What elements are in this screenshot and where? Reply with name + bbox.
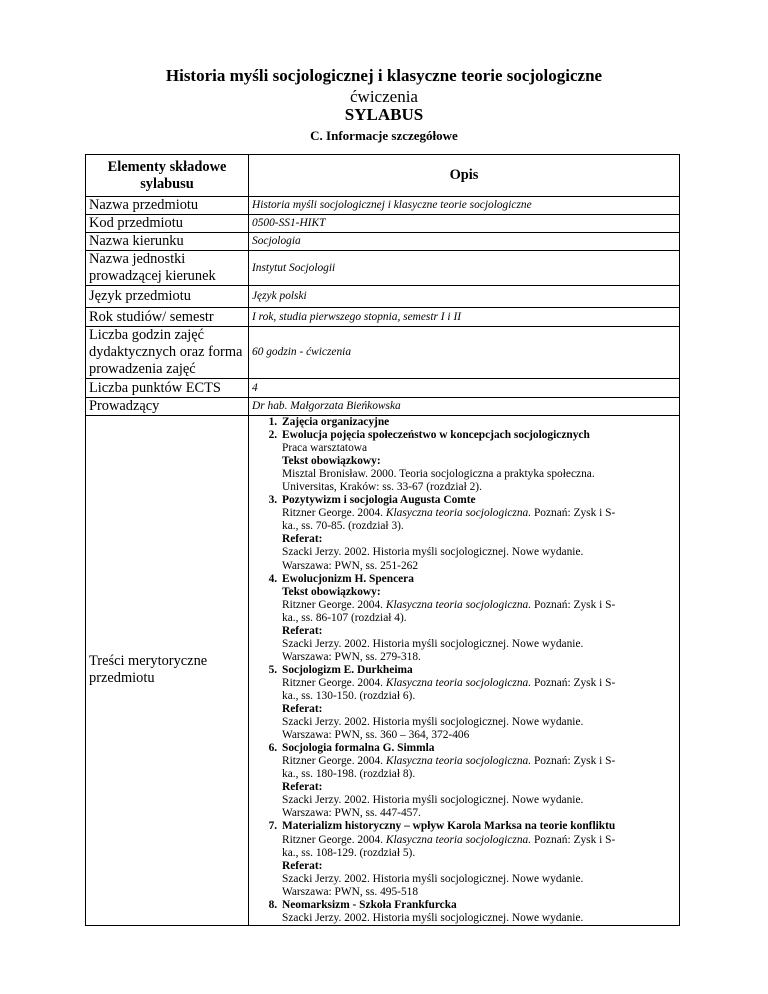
table-row xyxy=(86,197,680,215)
table-row xyxy=(86,251,680,286)
report-label: Referat: xyxy=(282,859,323,872)
reference-line: ka., ss. 86-107 (rozdział 4). xyxy=(282,611,407,624)
table-header-row xyxy=(86,155,680,197)
reference-line: Szacki Jerzy. 2002. Historia myśli socjologicznej. Nowe wydanie. xyxy=(282,546,584,559)
row-value: I rok, studia pierwszego stopnia, semestr I i II xyxy=(249,308,680,327)
row-value: Historia myśli socjologicznej i klasyczne teorie socjologiczne xyxy=(249,197,680,215)
topic-title: 3. Pozytywizm i socjologia Augusta Comte xyxy=(282,494,476,507)
col2-header: Opis xyxy=(249,155,680,197)
topics-cell xyxy=(249,416,680,926)
reference-line: Universitas, Kraków: ss. 33-67 (rozdział 2). xyxy=(282,481,482,494)
reference-line: Ritzner George. 2004. Klasyczna teoria socjologiczna. Poznań: Zysk i S- xyxy=(282,676,616,689)
topics-list xyxy=(252,416,676,925)
topic-title: 8. Neomarksizm - Szkoła Frankfurcka xyxy=(282,898,457,911)
topic-item xyxy=(280,429,676,494)
reference-line: Ritzner George. 2004. Klasyczna teoria socjologiczna. Poznań: Zysk i S- xyxy=(282,755,616,768)
reference-line: Szacki Jerzy. 2002. Historia myśli socjologicznej. Nowe wydanie. xyxy=(282,794,584,807)
table-row xyxy=(86,379,680,398)
reference-line: ka., ss. 180-198. (rozdział 8). xyxy=(282,768,416,781)
topic-item xyxy=(280,820,676,898)
reference-line: ka., ss. 130-150. (rozdział 6). xyxy=(282,689,416,702)
reference-line: Warszawa: PWN, ss. 447-457. xyxy=(282,807,421,820)
syllabus-table xyxy=(85,154,680,926)
reference-line: Szacki Jerzy. 2002. Historia myśli socjologicznej. Nowe wydanie. xyxy=(282,637,584,650)
topic-title: 7. Materializm historyczny – wpływ Karola Marksa na teorie konfliktu xyxy=(282,820,616,833)
topic-title: 4. Ewolucjonizm H. Spencera xyxy=(282,572,414,585)
reference-line: Warszawa: PWN, ss. 360 – 364, 372-406 xyxy=(282,729,470,742)
reference-line: Szacki Jerzy. 2002. Historia myśli socjologicznej. Nowe wydanie. xyxy=(282,872,584,885)
reference-line: Ritzner George. 2004. Klasyczna teoria socjologiczna. Poznań: Zysk i S- xyxy=(282,833,616,846)
document-type: SYLABUS xyxy=(344,105,424,124)
section-heading: C. Informacje szczegółowe xyxy=(310,128,458,143)
row-value: 60 godzin - ćwiczenia xyxy=(249,327,680,379)
reference-line: Warszawa: PWN, ss. 279-318. xyxy=(282,650,421,663)
report-label: Referat: xyxy=(282,781,323,794)
row-value: Socjologia xyxy=(249,233,680,251)
reference-line: Ritzner George. 2004. Klasyczna teoria socjologiczna. Poznań: Zysk i S- xyxy=(282,598,616,611)
reference-line: Warszawa: PWN, ss. 495-518 xyxy=(282,885,419,898)
row-label: Nazwa kierunku xyxy=(86,233,249,251)
topic-item xyxy=(280,416,676,429)
table-row xyxy=(86,286,680,308)
topic-item xyxy=(280,664,676,742)
required-text-label: Tekst obowiązkowy: xyxy=(282,585,381,598)
row-label: Nazwa jednostki prowadzącej kierunek xyxy=(86,251,249,286)
reference-line: Szacki Jerzy. 2002. Historia myśli socjologicznej. Nowe wydanie. xyxy=(282,716,584,729)
report-label: Referat: xyxy=(282,703,323,716)
row-value: Dr hab. Małgorzata Bieńkowska xyxy=(249,398,680,416)
topic-item xyxy=(280,494,676,572)
row-label: Rok studiów/ semestr xyxy=(86,308,249,327)
reference-line: Warszawa: PWN, ss. 251-262 xyxy=(282,559,419,572)
reference-line: Ritzner George. 2004. Klasyczna teoria socjologiczna. Poznań: Zysk i S- xyxy=(282,507,616,520)
row-label: Liczba godzin zajęć dydaktycznych oraz forma prowadzenia zajęć xyxy=(86,327,249,379)
row-label: Język przedmiotu xyxy=(86,286,249,308)
row-value: 4 xyxy=(249,379,680,398)
report-label: Referat: xyxy=(282,533,323,546)
course-title: Historia myśli socjologicznej i klasyczne teorie socjologiczne xyxy=(165,66,603,85)
table-row xyxy=(86,308,680,327)
topic-title: 5. Socjologizm E. Durkheima xyxy=(282,663,413,676)
table-row xyxy=(86,215,680,233)
row-label: Prowadzący xyxy=(86,398,249,416)
col1-header: Elementy składowe sylabusu xyxy=(86,155,249,197)
report-label: Referat: xyxy=(282,624,323,637)
topic-item xyxy=(280,742,676,820)
topic-item xyxy=(280,899,676,925)
table-row xyxy=(86,327,680,379)
topic-title: 2. Ewolucja pojęcia społeczeństwo w koncepcjach socjologicznych xyxy=(282,429,590,442)
topic-title: 1. Zajęcia organizacyjne xyxy=(282,416,390,428)
row-value: Język polski xyxy=(249,286,680,308)
reference-line: ka., ss. 70-85. (rozdział 3). xyxy=(282,520,404,533)
topic-item xyxy=(280,573,676,664)
topic-title: 6. Socjologia formalna G. Simmla xyxy=(282,742,435,755)
row-value: Instytut Socjologii xyxy=(249,251,680,286)
table-row xyxy=(86,233,680,251)
table-row xyxy=(86,398,680,416)
required-text-label: Tekst obowiązkowy: xyxy=(282,455,381,468)
row-label: Liczba punktów ECTS xyxy=(86,379,249,398)
content-label: Treści merytoryczne przedmiotu xyxy=(86,416,249,926)
row-label: Kod przedmiotu xyxy=(86,215,249,233)
reference-line: ka., ss. 108-129. (rozdział 5). xyxy=(282,846,416,859)
row-label: Nazwa przedmiotu xyxy=(86,197,249,215)
class-form: ćwiczenia xyxy=(350,87,418,106)
row-value: 0500-SS1-HIKT xyxy=(249,215,680,233)
content-row xyxy=(86,416,680,926)
topic-text: Praca warsztatowa xyxy=(282,442,368,455)
reference-line: Misztal Bronisław. 2000. Teoria socjologiczna a praktyka społeczna. xyxy=(282,468,595,481)
reference-line: Szacki Jerzy. 2002. Historia myśli socjologicznej. Nowe wydanie. xyxy=(282,911,584,924)
